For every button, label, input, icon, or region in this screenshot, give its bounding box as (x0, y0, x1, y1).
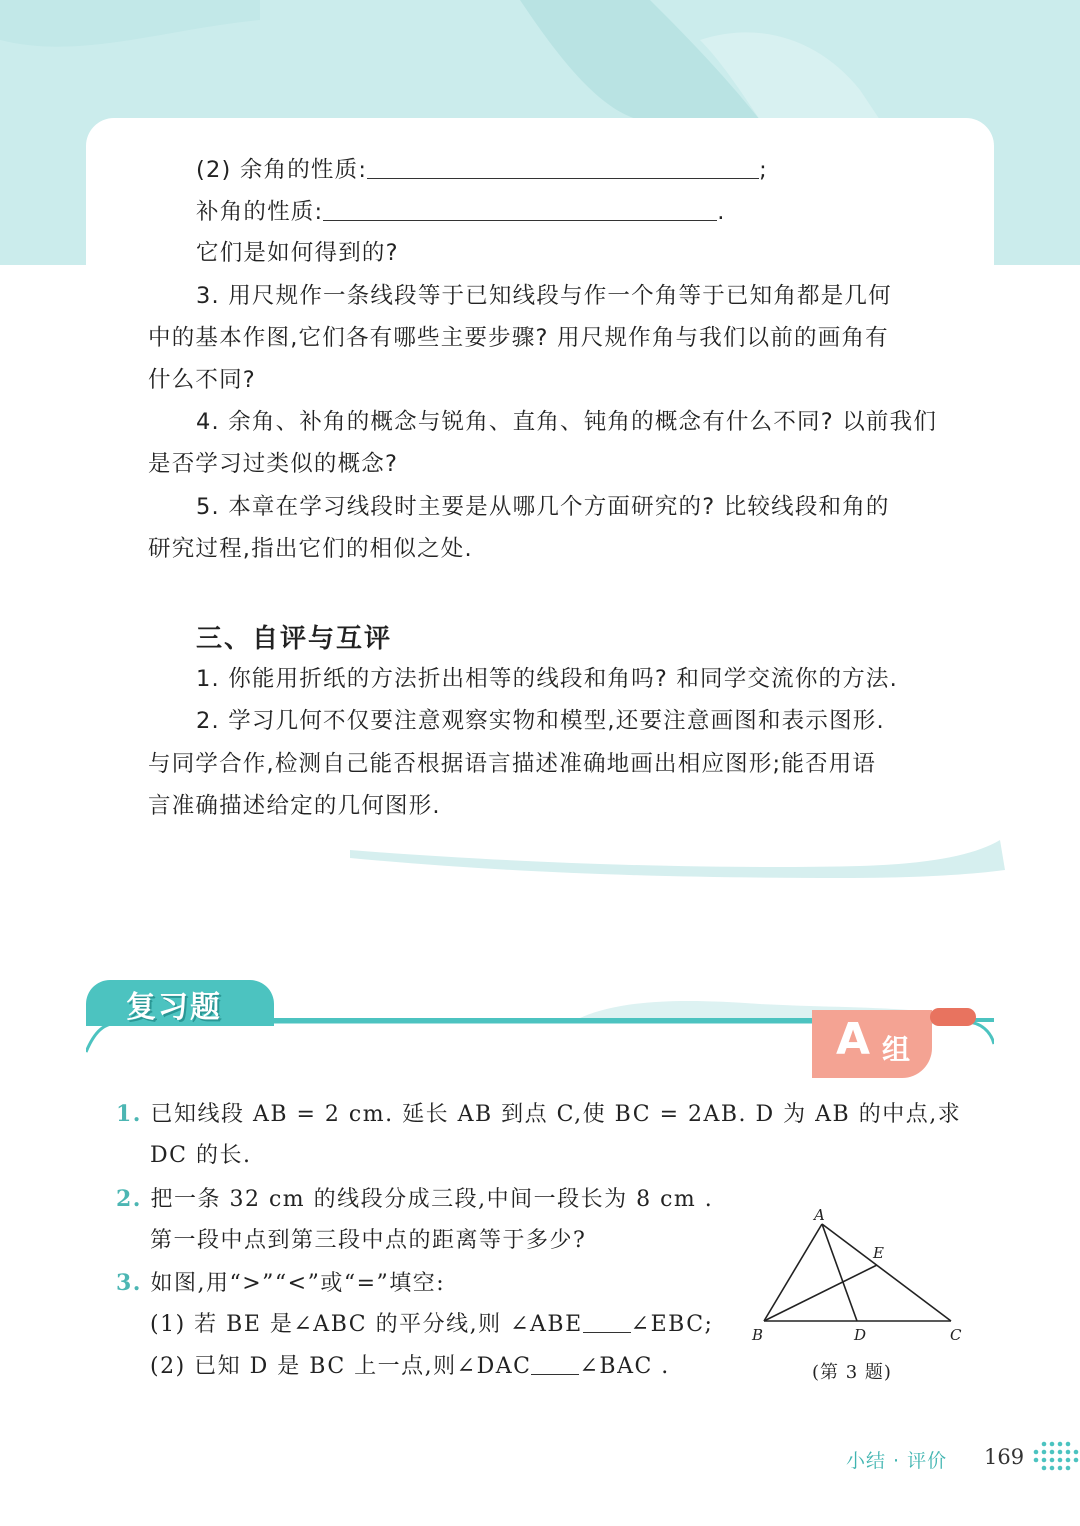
group-letter: A (836, 1014, 871, 1065)
complement-line-end: ; (759, 157, 768, 183)
supplement-answer-blank[interactable] (323, 196, 717, 221)
supplement-line-end: . (717, 199, 726, 225)
triangle-figure (740, 1200, 980, 1350)
complement-answer-blank[interactable] (367, 154, 759, 179)
footer-section-label: 小结 · 评价 (846, 1450, 948, 1472)
problem-2-line-1 (116, 1184, 713, 1215)
problem-1-line-2: DC 的长. (150, 1143, 252, 1168)
q5-line-2: 研究过程,指出它们的相似之处. (148, 536, 473, 562)
group-a-badge (812, 1010, 932, 1078)
review-tab-label: 复习题 (126, 990, 222, 1025)
q4-line-1: 4. 余角、补角的概念与锐角、直角、钝角的概念有什么不同? 以前我们 (196, 409, 938, 435)
eval-item-2-line-2: 与同学合作,检测自己能否根据语言描述准确地画出相应图形;能否用语 (148, 751, 877, 777)
problem-1-line-1 (116, 1099, 961, 1130)
footer-dot-grid-icon (1030, 1438, 1080, 1478)
problem-2-number: 2. (116, 1186, 142, 1212)
how-obtained-question: 它们是如何得到的? (196, 240, 399, 266)
problem-3-text-1: 如图,用“>”“<”或“=”填空: (150, 1271, 446, 1296)
problem-2-line-2: 第一段中点到第三段中点的距离等于多少? (150, 1228, 587, 1253)
q4-line-2: 是否学习过类似的概念? (148, 451, 399, 477)
q3-line-2: 中的基本作图,它们各有哪些主要步骤? 用尺规作角与我们以前的画角有 (148, 325, 889, 351)
vertex-label-b: B (752, 1326, 764, 1344)
subq2-answer-blank[interactable] (531, 1352, 579, 1375)
vertex-label-a: A (814, 1206, 825, 1224)
problem-1-text-1: 已知线段 AB = 2 cm. 延长 AB 到点 C,使 BC = 2AB. D 为 AB 的中点,求 (150, 1102, 962, 1127)
problem-3-number: 3. (116, 1270, 142, 1296)
review-tab (86, 980, 274, 1026)
content-card (86, 118, 994, 853)
problem-1-number: 1. (116, 1101, 142, 1127)
subq1-text-b: ∠EBC; (630, 1312, 714, 1337)
problem-3-line-1 (116, 1268, 445, 1299)
subq1-text-a: (1) 若 BE 是∠ABC 的平分线,则 ∠ABE (150, 1312, 583, 1337)
subq2-text-b: ∠BAC . (579, 1354, 670, 1379)
complement-property-line (196, 154, 768, 185)
section-title-self-evaluation: 三、自评与互评 (196, 624, 393, 654)
vertex-label-c: C (950, 1326, 962, 1344)
subq1-answer-blank[interactable] (583, 1310, 631, 1333)
supplement-property-label: 补角的性质: (196, 199, 324, 225)
eval-item-2-line-3: 言准确描述给定的几何图形. (148, 793, 441, 819)
subq2-text-a: (2) 已知 D 是 BC 上一点,则∠DAC (150, 1354, 532, 1379)
problem-3-subquestion-1 (150, 1310, 713, 1340)
eval-item-1: 1. 你能用折纸的方法折出相等的线段和角吗? 和同学交流你的方法. (196, 666, 898, 692)
figure-caption: (第 3 题) (812, 1362, 892, 1383)
problem-2-text-1: 把一条 32 cm 的线段分成三段,中间一段长为 8 cm . (150, 1187, 714, 1212)
side-ac (822, 1224, 951, 1321)
badge-dot (930, 1008, 976, 1026)
problem-3-subquestion-2 (150, 1352, 670, 1382)
eval-item-2-line-1: 2. 学习几何不仅要注意观察实物和模型,还要注意画图和表示图形. (196, 708, 885, 734)
segment-ad (822, 1224, 857, 1321)
vertex-label-e: E (873, 1244, 884, 1262)
vertex-label-d: D (854, 1326, 867, 1344)
page-number: 169 (984, 1445, 1025, 1469)
supplement-property-line (196, 196, 726, 227)
complement-property-label: (2) 余角的性质: (196, 157, 368, 183)
q3-line-3: 什么不同? (148, 367, 256, 393)
q5-line-1: 5. 本章在学习线段时主要是从哪几个方面研究的? 比较线段和角的 (196, 494, 890, 520)
group-word: 组 (882, 1033, 911, 1066)
q3-line-1: 3. 用尺规作一条线段等于已知线段与作一个角等于已知角都是几何 (196, 283, 892, 309)
